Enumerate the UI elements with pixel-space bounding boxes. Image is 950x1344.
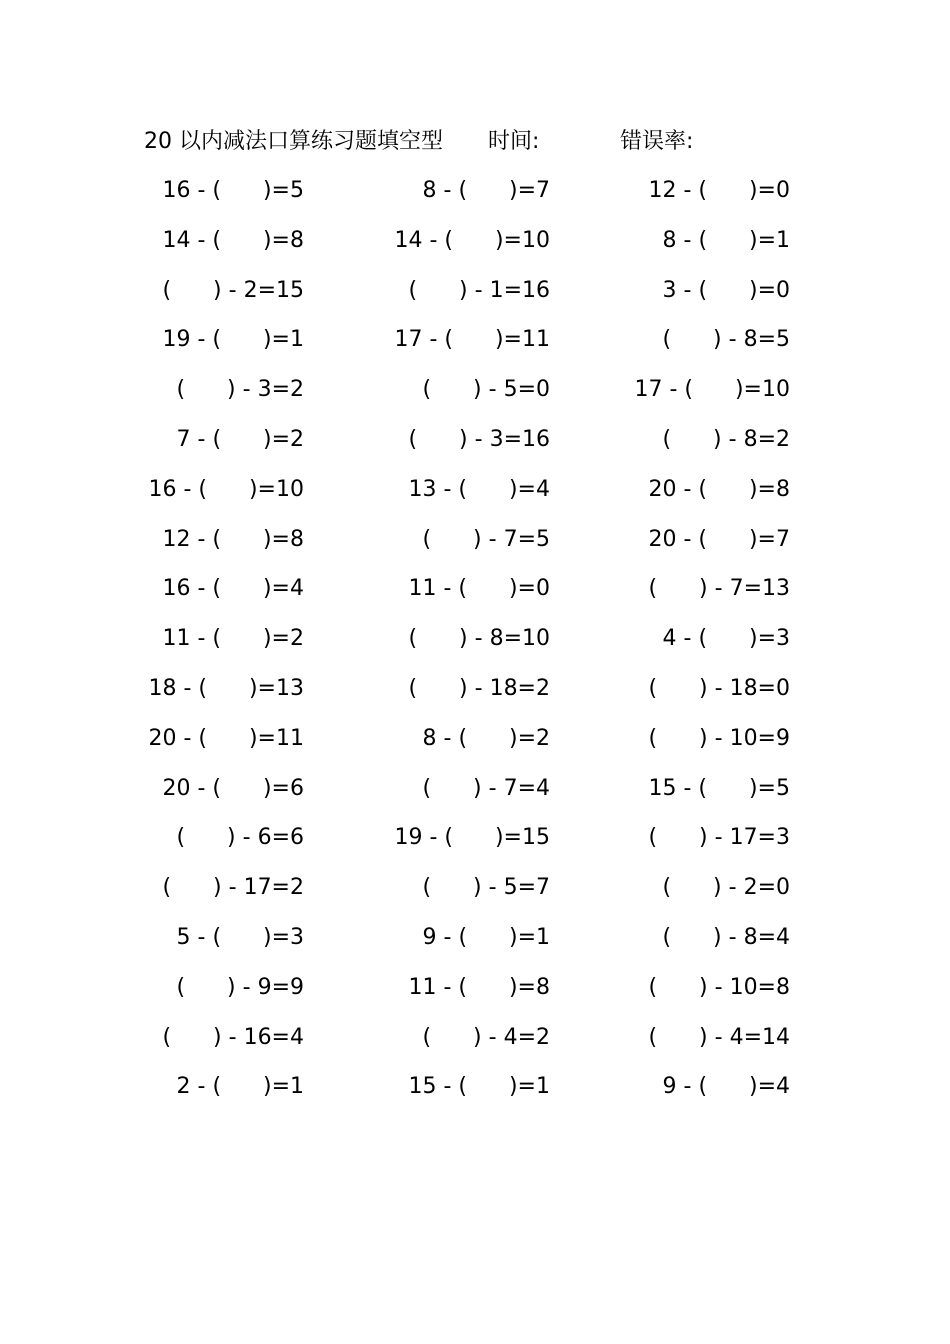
problem-row [0, 224, 950, 274]
problem-cell: 8 - ( )=2 [422, 725, 550, 751]
problem-row [0, 174, 950, 224]
problem-cell: 14 - ( )=8 [162, 227, 304, 253]
problem-cell: ( ) - 18=0 [648, 675, 790, 701]
problem-row [0, 921, 950, 971]
worksheet-title: 20 以内减法口算练习题填空型 [144, 129, 443, 154]
problem-cell: ( ) - 8=10 [408, 626, 550, 652]
problem-row [0, 523, 950, 573]
time-label: 时间: [488, 129, 540, 154]
problem-cell: 13 - ( )=4 [408, 476, 550, 502]
problem-cell: ( ) - 18=2 [408, 675, 550, 701]
problem-cell: 2 - ( )=1 [176, 1074, 304, 1100]
problem-cell: 16 - ( )=10 [148, 476, 304, 502]
problem-row [0, 821, 950, 871]
problem-cell: 11 - ( )=8 [408, 974, 550, 1000]
problem-row [0, 1021, 950, 1071]
problem-cell: 17 - ( )=11 [394, 327, 550, 353]
problem-cell: ( ) - 8=2 [662, 426, 790, 452]
problem-row [0, 871, 950, 921]
problem-cell: ( ) - 10=9 [648, 725, 790, 751]
problem-cell: ( ) - 3=16 [408, 426, 550, 452]
problem-cell: 15 - ( )=1 [408, 1074, 550, 1100]
problem-cell: 14 - ( )=10 [394, 227, 550, 253]
problem-cell: ( ) - 8=5 [662, 327, 790, 353]
problem-cell: ( ) - 7=4 [422, 775, 550, 801]
problem-row [0, 722, 950, 772]
problem-cell: ( ) - 8=4 [662, 924, 790, 950]
problem-row [0, 323, 950, 373]
problem-cell: 9 - ( )=1 [422, 924, 550, 950]
problem-cell: ( ) - 3=2 [176, 377, 304, 403]
problem-row [0, 473, 950, 523]
problem-row [0, 772, 950, 822]
problem-cell: ( ) - 4=14 [648, 1024, 790, 1050]
problem-cell: ( ) - 2=0 [662, 875, 790, 901]
problem-cell: 3 - ( )=0 [662, 277, 790, 303]
problem-cell: ( ) - 5=0 [422, 377, 550, 403]
problem-cell: 17 - ( )=10 [634, 377, 790, 403]
problem-row [0, 572, 950, 622]
problem-cell: ( ) - 10=8 [648, 974, 790, 1000]
problem-row [0, 423, 950, 473]
problem-cell: 12 - ( )=8 [162, 526, 304, 552]
problem-cell: 20 - ( )=7 [648, 526, 790, 552]
problem-cell: 11 - ( )=0 [408, 576, 550, 602]
problem-cell: 9 - ( )=4 [662, 1074, 790, 1100]
problem-row [0, 1070, 950, 1120]
problem-cell: ( ) - 2=15 [162, 277, 304, 303]
problem-row [0, 373, 950, 423]
problem-row [0, 971, 950, 1021]
problem-cell: 20 - ( )=6 [162, 775, 304, 801]
problem-cell: ( ) - 1=16 [408, 277, 550, 303]
problem-grid [0, 174, 950, 1120]
problem-row [0, 672, 950, 722]
problem-row [0, 622, 950, 672]
problem-cell: ( ) - 7=5 [422, 526, 550, 552]
problem-cell: 16 - ( )=4 [162, 576, 304, 602]
worksheet-header [0, 126, 950, 158]
problem-cell: 16 - ( )=5 [162, 178, 304, 203]
problem-cell: 15 - ( )=5 [648, 775, 790, 801]
problem-cell: 20 - ( )=11 [148, 725, 304, 751]
problem-cell: 18 - ( )=13 [148, 675, 304, 701]
problem-cell: ( ) - 9=9 [176, 974, 304, 1000]
problem-row [0, 274, 950, 324]
problem-cell: ( ) - 16=4 [162, 1024, 304, 1050]
problem-cell: 19 - ( )=15 [394, 825, 550, 851]
problem-cell: 11 - ( )=2 [162, 626, 304, 652]
problem-cell: ( ) - 6=6 [176, 825, 304, 851]
problem-cell: 19 - ( )=1 [162, 327, 304, 353]
problem-cell: ( ) - 7=13 [648, 576, 790, 602]
problem-cell: 7 - ( )=2 [176, 426, 304, 452]
problem-cell: 8 - ( )=7 [422, 178, 550, 203]
problem-cell: 20 - ( )=8 [648, 476, 790, 502]
error-rate-label: 错误率: [620, 129, 694, 154]
problem-cell: ( ) - 4=2 [422, 1024, 550, 1050]
problem-cell: 12 - ( )=0 [648, 178, 790, 203]
problem-cell: ( ) - 17=2 [162, 875, 304, 901]
problem-cell: 5 - ( )=3 [176, 924, 304, 950]
problem-cell: ( ) - 17=3 [648, 825, 790, 851]
problem-cell: 4 - ( )=3 [662, 626, 790, 652]
problem-cell: 8 - ( )=1 [662, 227, 790, 253]
problem-cell: ( ) - 5=7 [422, 875, 550, 901]
